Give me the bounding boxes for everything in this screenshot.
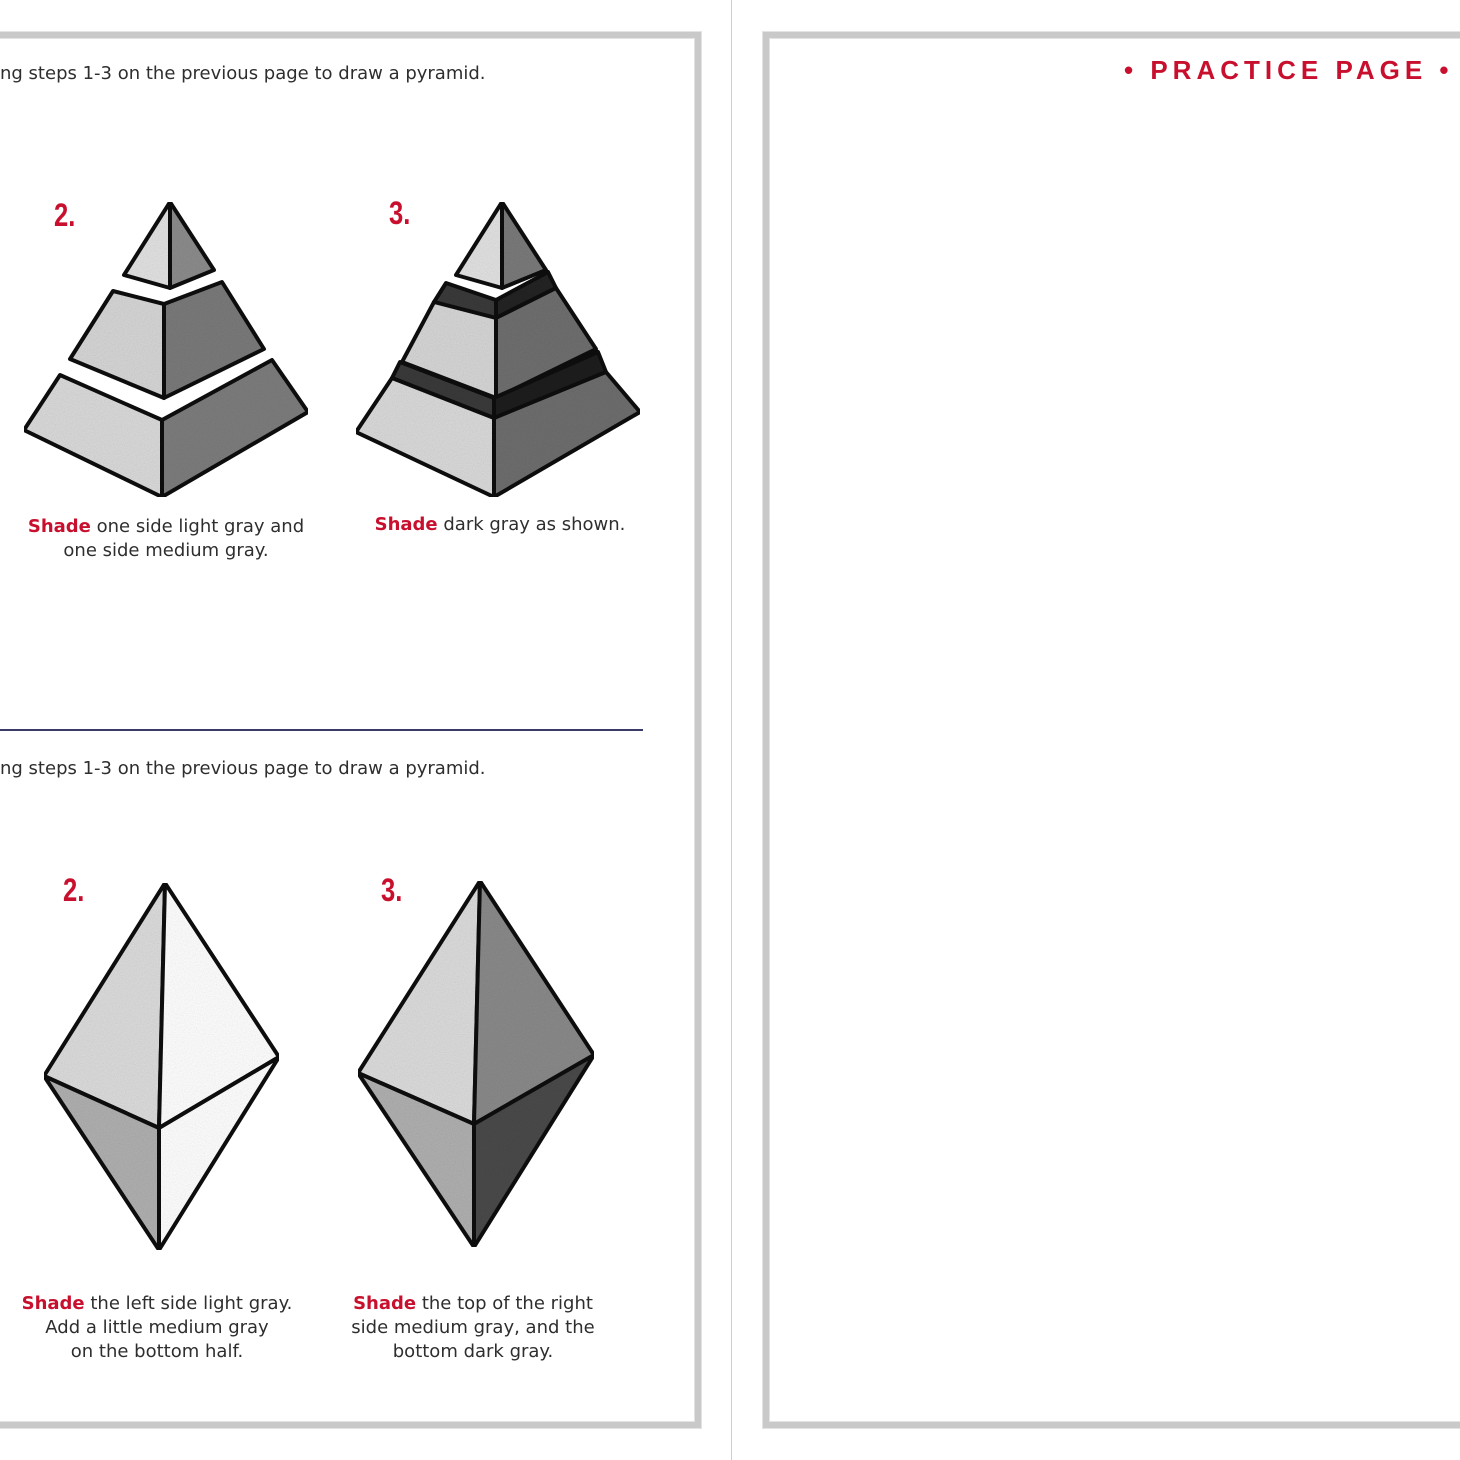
caption-text: the top of the right: [416, 1293, 593, 1314]
caption-text: one side medium gray.: [63, 540, 269, 561]
practice-drawing-area[interactable]: [775, 110, 1460, 1416]
spread-gutter: [731, 0, 732, 1460]
shade-keyword: Shade: [27, 516, 91, 537]
crystal-step3-drawing: [0, 0, 620, 1270]
section1-step3-number: 3.: [389, 195, 411, 231]
caption-text: one side light gray and: [90, 516, 305, 537]
section2-instruction: ng steps 1-3 on the previous page to draw a pyramid.: [0, 758, 486, 779]
shade-keyword: Shade: [353, 1293, 417, 1314]
section2-step3-caption: [333, 1292, 613, 1364]
caption-text: on the bottom half.: [70, 1341, 244, 1362]
practice-page-header: • PRACTICE PAGE •: [1124, 55, 1454, 85]
caption-text: side medium gray, and the: [351, 1317, 595, 1338]
section1-step2-number: 2.: [54, 197, 76, 233]
caption-text: bottom dark gray.: [392, 1341, 554, 1362]
section2-step2-number: 2.: [63, 872, 85, 908]
section1-instruction: ng steps 1-3 on the previous page to draw a pyramid.: [0, 63, 486, 84]
caption-text: the left side light gray.: [84, 1293, 293, 1314]
shade-keyword: Shade: [374, 514, 438, 535]
shade-keyword: Shade: [21, 1293, 85, 1314]
section2-step3-number: 3.: [381, 872, 403, 908]
caption-text: dark gray as shown.: [437, 514, 626, 535]
caption-text: Add a little medium gray: [45, 1317, 269, 1338]
section2-step2-caption: [17, 1292, 297, 1364]
